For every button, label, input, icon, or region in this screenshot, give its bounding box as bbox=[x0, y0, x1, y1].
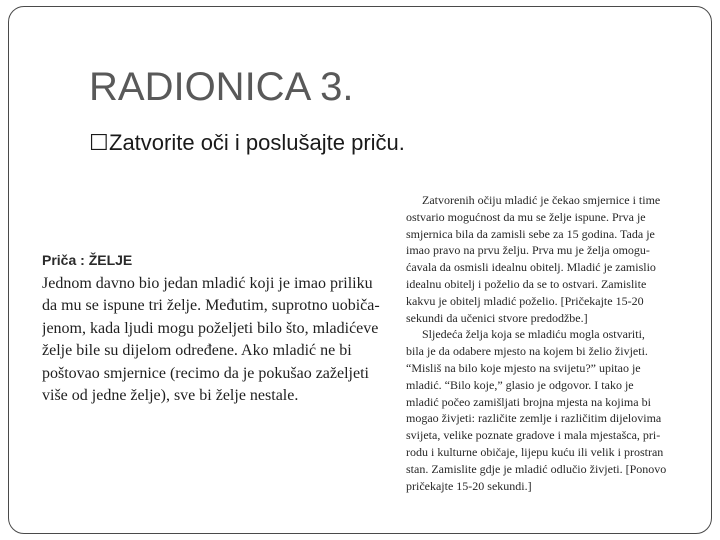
story-line: mogao živjeti: različite zemlje i različitim dijelovima bbox=[406, 411, 662, 426]
story-line: mladić počeo zamišljati brojna mjesta na kojima bi bbox=[406, 394, 651, 409]
story-line: sekundi da učenici stvore predodžbe.] bbox=[406, 310, 588, 325]
story-line: mladić. “Bilo koje,” glasio je odgovor. I tako je bbox=[406, 377, 634, 392]
story-line: Jednom davno bio jedan mladić koji je imao priliku bbox=[42, 275, 373, 292]
story-line: više od jedne želje), sve bi želje nestale. bbox=[42, 387, 299, 405]
story-line: idealnu obitelj i poželio da se to ostvari. Zamislite bbox=[406, 276, 647, 291]
story-line: Sljedeća želja koja se mladiću mogla ostvariti, bbox=[422, 327, 645, 342]
story-line: “Misliš na bilo koje mjesto na svijetu?” upitao je bbox=[406, 360, 641, 375]
story-line: ostvario mogućnost da mu se želje ispune. Prva je bbox=[406, 209, 646, 224]
story-heading: Priča : ŽELJE bbox=[42, 252, 133, 268]
story-line: želje bile su dijelom određene. Ako mladić ne bi bbox=[42, 342, 352, 360]
story-line: stan. Zamislite gdje je mladić odlučio živjeti. [Ponovo bbox=[406, 461, 667, 476]
missing-glyph-bullet-icon: ☐ bbox=[89, 130, 109, 155]
story-line: rodu i kulturne običaje, lijepu kuću ili velik i prostran bbox=[406, 444, 664, 459]
story-line: imao pravo na prvu želju. Prva mu je želja omogu- bbox=[406, 243, 650, 258]
story-line: da mu se ispune tri želje. Međutim, suprotno uobiča- bbox=[42, 297, 380, 315]
story-line: bila je da odabere mjesto na kojem bi želio živjeti. bbox=[406, 344, 648, 359]
story-line: smjernica bila da zamisli sebe za 15 godina. Tada je bbox=[406, 226, 655, 241]
story-line: svijeta, velike poznate gradove i mala mjestašca, pri- bbox=[406, 428, 661, 443]
story-line: Zatvorenih očiju mladić je čekao smjernice i time bbox=[422, 193, 661, 207]
story-line: pričekajte 15-20 sekundi.] bbox=[406, 478, 532, 493]
story-line: kakvu je obitelj mladić poželio. [Pričekajte 15-20 bbox=[406, 293, 644, 308]
subtitle-text: Zatvorite oči i poslušajte priču. bbox=[109, 130, 405, 155]
slide-title: RADIONICA 3. bbox=[89, 65, 354, 109]
story-line: ćavala da osmisli idealnu obitelj. Mladić je zamislio bbox=[406, 260, 656, 275]
slide-subtitle bbox=[89, 129, 405, 157]
story-line: poštovao smjernice (recimo da je pokušao zaželjeti bbox=[42, 364, 369, 382]
story-excerpt-right bbox=[406, 192, 668, 494]
story-line: jenom, kada ljudi mogu poželjeti bilo što, mladićeve bbox=[42, 319, 379, 337]
story-excerpt-left bbox=[42, 250, 386, 418]
